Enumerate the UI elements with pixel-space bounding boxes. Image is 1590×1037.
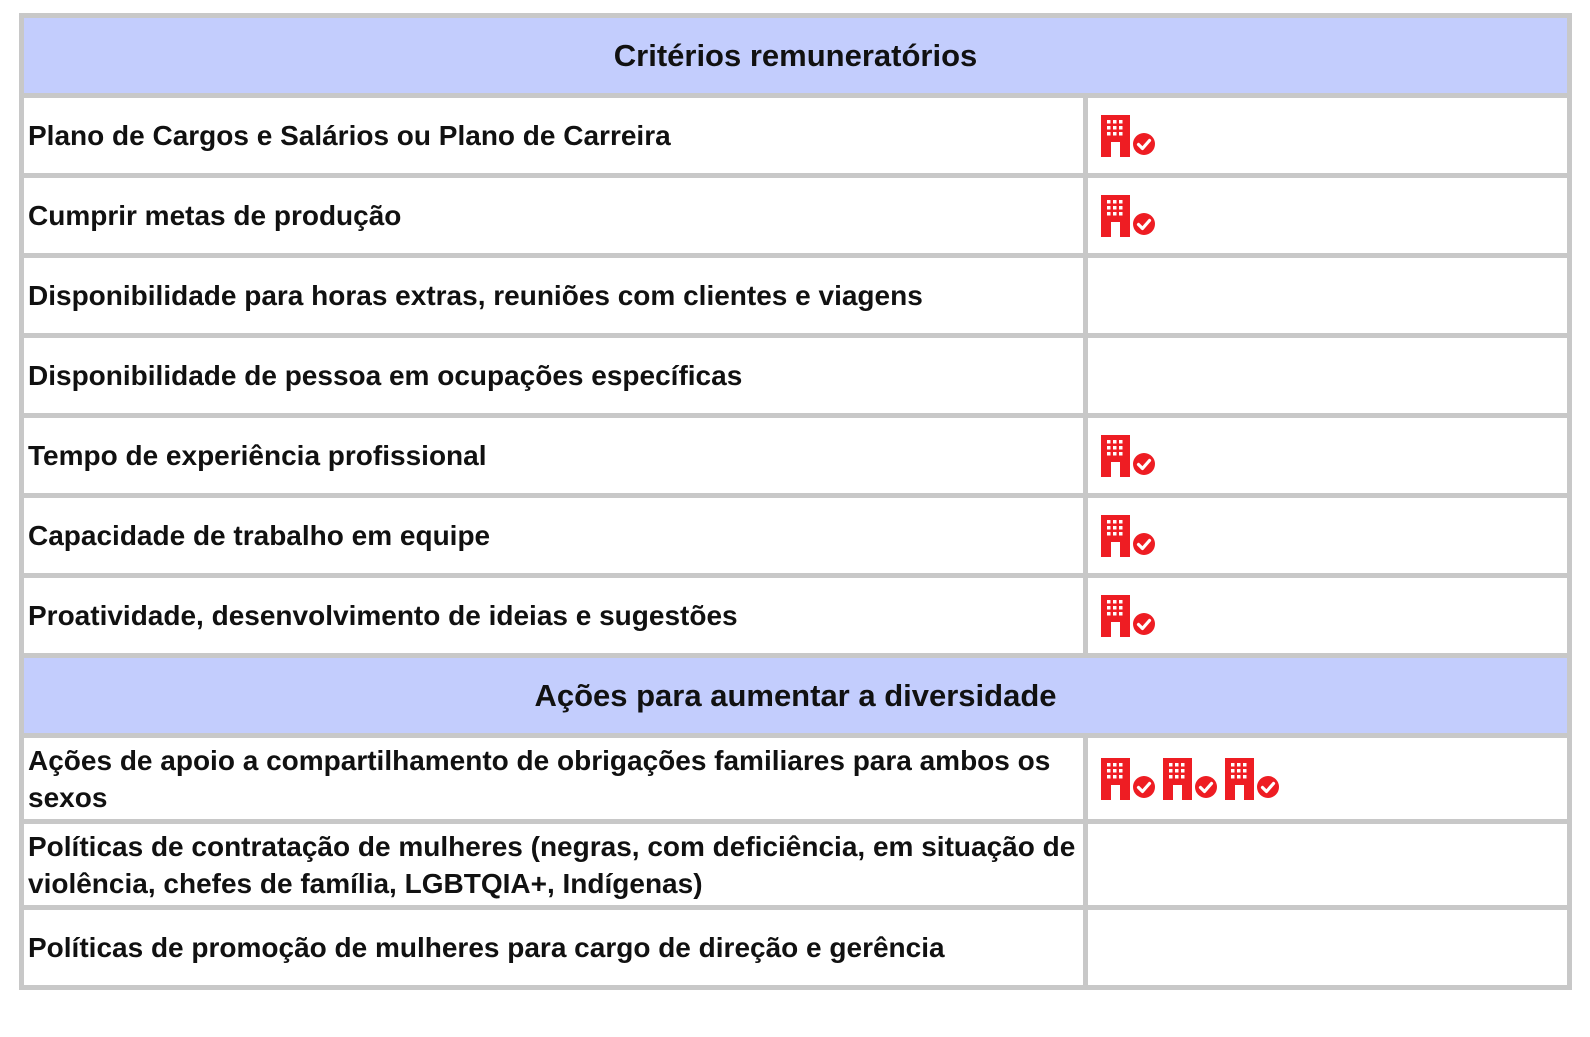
company-check-icon xyxy=(1225,758,1281,800)
section-header-row xyxy=(24,658,1567,733)
row-label: Políticas de contratação de mulheres (negras, com deficiência, em situação de violência, chefes de família, LGBTQIA+, Indígenas) xyxy=(24,824,1083,905)
company-check-icon xyxy=(1101,595,1157,637)
table-row xyxy=(24,338,1567,413)
row-icons xyxy=(1088,738,1567,819)
table-row xyxy=(24,738,1567,819)
row-icons xyxy=(1088,258,1567,333)
company-check-icon xyxy=(1101,515,1157,557)
table-row xyxy=(24,258,1567,333)
table-row xyxy=(24,910,1567,985)
row-label: Políticas de promoção de mulheres para cargo de direção e gerência xyxy=(24,910,1083,985)
row-icons xyxy=(1088,578,1567,653)
row-label: Cumprir metas de produção xyxy=(24,178,1083,253)
row-label: Disponibilidade para horas extras, reuniões com clientes e viagens xyxy=(24,258,1083,333)
row-icons xyxy=(1088,418,1567,493)
criteria-table xyxy=(19,13,1572,990)
row-label: Plano de Cargos e Salários ou Plano de Carreira xyxy=(24,98,1083,173)
row-icons xyxy=(1088,178,1567,253)
row-icons xyxy=(1088,498,1567,573)
table-row xyxy=(24,824,1567,905)
table-row xyxy=(24,578,1567,653)
row-label: Disponibilidade de pessoa em ocupações específicas xyxy=(24,338,1083,413)
table-row xyxy=(24,98,1567,173)
row-icons xyxy=(1088,98,1567,173)
section-header-row xyxy=(24,18,1567,93)
company-check-icon xyxy=(1101,435,1157,477)
table-row xyxy=(24,178,1567,253)
row-label: Tempo de experiência profissional xyxy=(24,418,1083,493)
row-label: Proatividade, desenvolvimento de ideias e sugestões xyxy=(24,578,1083,653)
table-row xyxy=(24,498,1567,573)
section-title: Critérios remuneratórios xyxy=(24,18,1567,93)
row-icons xyxy=(1088,910,1567,985)
row-icons xyxy=(1088,824,1567,905)
company-check-icon xyxy=(1163,758,1219,800)
table-row xyxy=(24,418,1567,493)
company-check-icon xyxy=(1101,195,1157,237)
row-label: Ações de apoio a compartilhamento de obrigações familiares para ambos os sexos xyxy=(24,738,1083,819)
company-check-icon xyxy=(1101,758,1157,800)
criteria-table-container xyxy=(19,13,1572,990)
row-label: Capacidade de trabalho em equipe xyxy=(24,498,1083,573)
section-title: Ações para aumentar a diversidade xyxy=(24,658,1567,733)
row-icons xyxy=(1088,338,1567,413)
company-check-icon xyxy=(1101,115,1157,157)
